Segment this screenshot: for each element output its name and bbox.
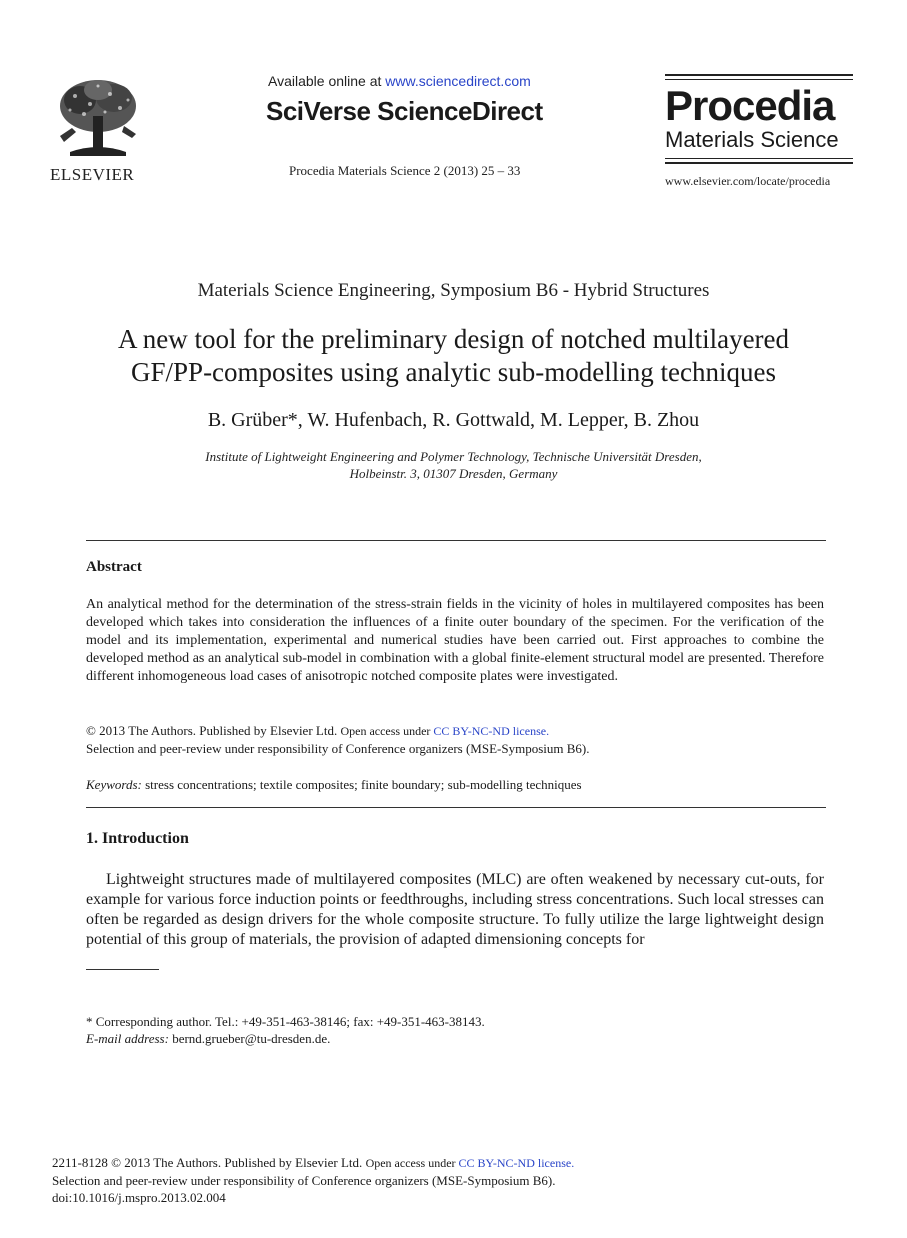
affiliation bbox=[0, 448, 907, 482]
elsevier-logo bbox=[50, 76, 150, 185]
author-list: B. Grüber*, W. Hufenbach, R. Gottwald, M. Lepper, B. Zhou bbox=[207, 409, 700, 431]
section-divider bbox=[86, 807, 826, 808]
email-label: E-mail address: bbox=[86, 1031, 169, 1046]
journal-url[interactable]: www.elsevier.com/locate/procedia bbox=[665, 174, 831, 188]
brand-rule bbox=[665, 158, 853, 159]
symposium-name: Materials Science Engineering, Symposium B6 - Hybrid Structures bbox=[197, 280, 710, 301]
corresponding-author: * Corresponding author. Tel.: +49-351-463-38146; fax: +49-351-463-38143. bbox=[86, 1014, 485, 1029]
introduction-heading: 1. Introduction bbox=[86, 830, 189, 847]
introduction-body bbox=[86, 870, 824, 950]
keywords-text: stress concentrations; textile composites; finite boundary; sub-modelling techniques bbox=[141, 777, 582, 792]
abstract-text: An analytical method for the determination of the stress-strain fields in the vicinity of holes in multilayered composites has been developed which takes into consideration the influences of a finite outer boundary of the specimen. For the verification of the model and its implementation, experimental and numerical studies have been carried out. First approaches to combine the developed method as an analytical sub-model in combination with a global finite-element structural model are presented. Therefore different inhomogeneous load cases of anisotropic notched composite plates were investigated. bbox=[86, 597, 824, 684]
available-prefix: Available online at bbox=[268, 73, 386, 89]
brand-rule bbox=[665, 162, 853, 164]
introduction-paragraph: Lightweight structures made of multilayered composites (MLC) are often weakened by necessary cut-outs, for example for various force induction points or feedthroughs, including stress concentrations. Such local stresses can often be regarded as design drivers for the whole composite structure. To fully utilize the large lightweight design potential of this group of materials, the provision of adapted dimensioning concepts for bbox=[86, 871, 824, 948]
brand-rule bbox=[665, 74, 853, 76]
abstract-heading: Abstract bbox=[86, 559, 142, 575]
journal-brand-sub: Materials Science bbox=[665, 127, 839, 152]
keywords bbox=[86, 777, 582, 793]
open-access-label: Open access under bbox=[340, 724, 434, 738]
affiliation-line: Institute of Lightweight Engineering and Polymer Technology, Technische Universität Dresden, bbox=[205, 449, 702, 464]
title-line: GF/PP-composites using analytic sub-modelling techniques bbox=[131, 357, 776, 387]
email-line bbox=[86, 1030, 485, 1047]
email-address[interactable]: bernd.grueber@tu-dresden.de. bbox=[168, 1031, 331, 1046]
doi[interactable]: doi:10.1016/j.mspro.2013.02.004 bbox=[52, 1190, 226, 1205]
footnote bbox=[86, 1013, 485, 1047]
license-link[interactable]: CC BY-NC-ND license. bbox=[458, 1156, 575, 1170]
review-line: Selection and peer-review under responsibility of Conference organizers (MSE-Symposium B6). bbox=[86, 741, 590, 756]
issn-line bbox=[52, 1154, 574, 1172]
footer-review-line: Selection and peer-review under responsibility of Conference organizers (MSE-Symposium B6). bbox=[52, 1173, 556, 1188]
footnote-divider bbox=[86, 969, 159, 970]
brand-rule bbox=[665, 79, 853, 80]
copyright-block bbox=[86, 722, 589, 758]
elsevier-tree-icon bbox=[50, 76, 146, 158]
license-link[interactable]: CC BY-NC-ND license. bbox=[433, 724, 550, 738]
keywords-label: Keywords: bbox=[86, 777, 142, 792]
available-online bbox=[268, 73, 531, 89]
title-line: A new tool for the preliminary design of notched multilayered bbox=[117, 324, 790, 354]
open-access-label: Open access under bbox=[365, 1156, 459, 1170]
issn-text: 2211-8128 © 2013 The Authors. Published by Elsevier Ltd. bbox=[52, 1155, 366, 1170]
affiliation-line: Holbeinstr. 3, 01307 Dresden, Germany bbox=[349, 466, 558, 481]
article-title bbox=[60, 323, 847, 389]
copyright-prefix: © 2013 The Authors. Published by Elsevier Ltd. bbox=[86, 723, 341, 738]
publisher-logo-text: ELSEVIER bbox=[50, 165, 135, 184]
journal-reference: Procedia Materials Science 2 (2013) 25 – 33 bbox=[289, 163, 521, 178]
page-footer bbox=[52, 1154, 574, 1206]
sciencedirect-link[interactable]: www.sciencedirect.com bbox=[385, 73, 531, 89]
section-divider bbox=[86, 540, 826, 541]
journal-brand-block bbox=[665, 74, 853, 189]
journal-brand: Procedia bbox=[665, 82, 835, 129]
platform-name: SciVerse ScienceDirect bbox=[266, 96, 543, 126]
copyright-line bbox=[86, 722, 589, 740]
